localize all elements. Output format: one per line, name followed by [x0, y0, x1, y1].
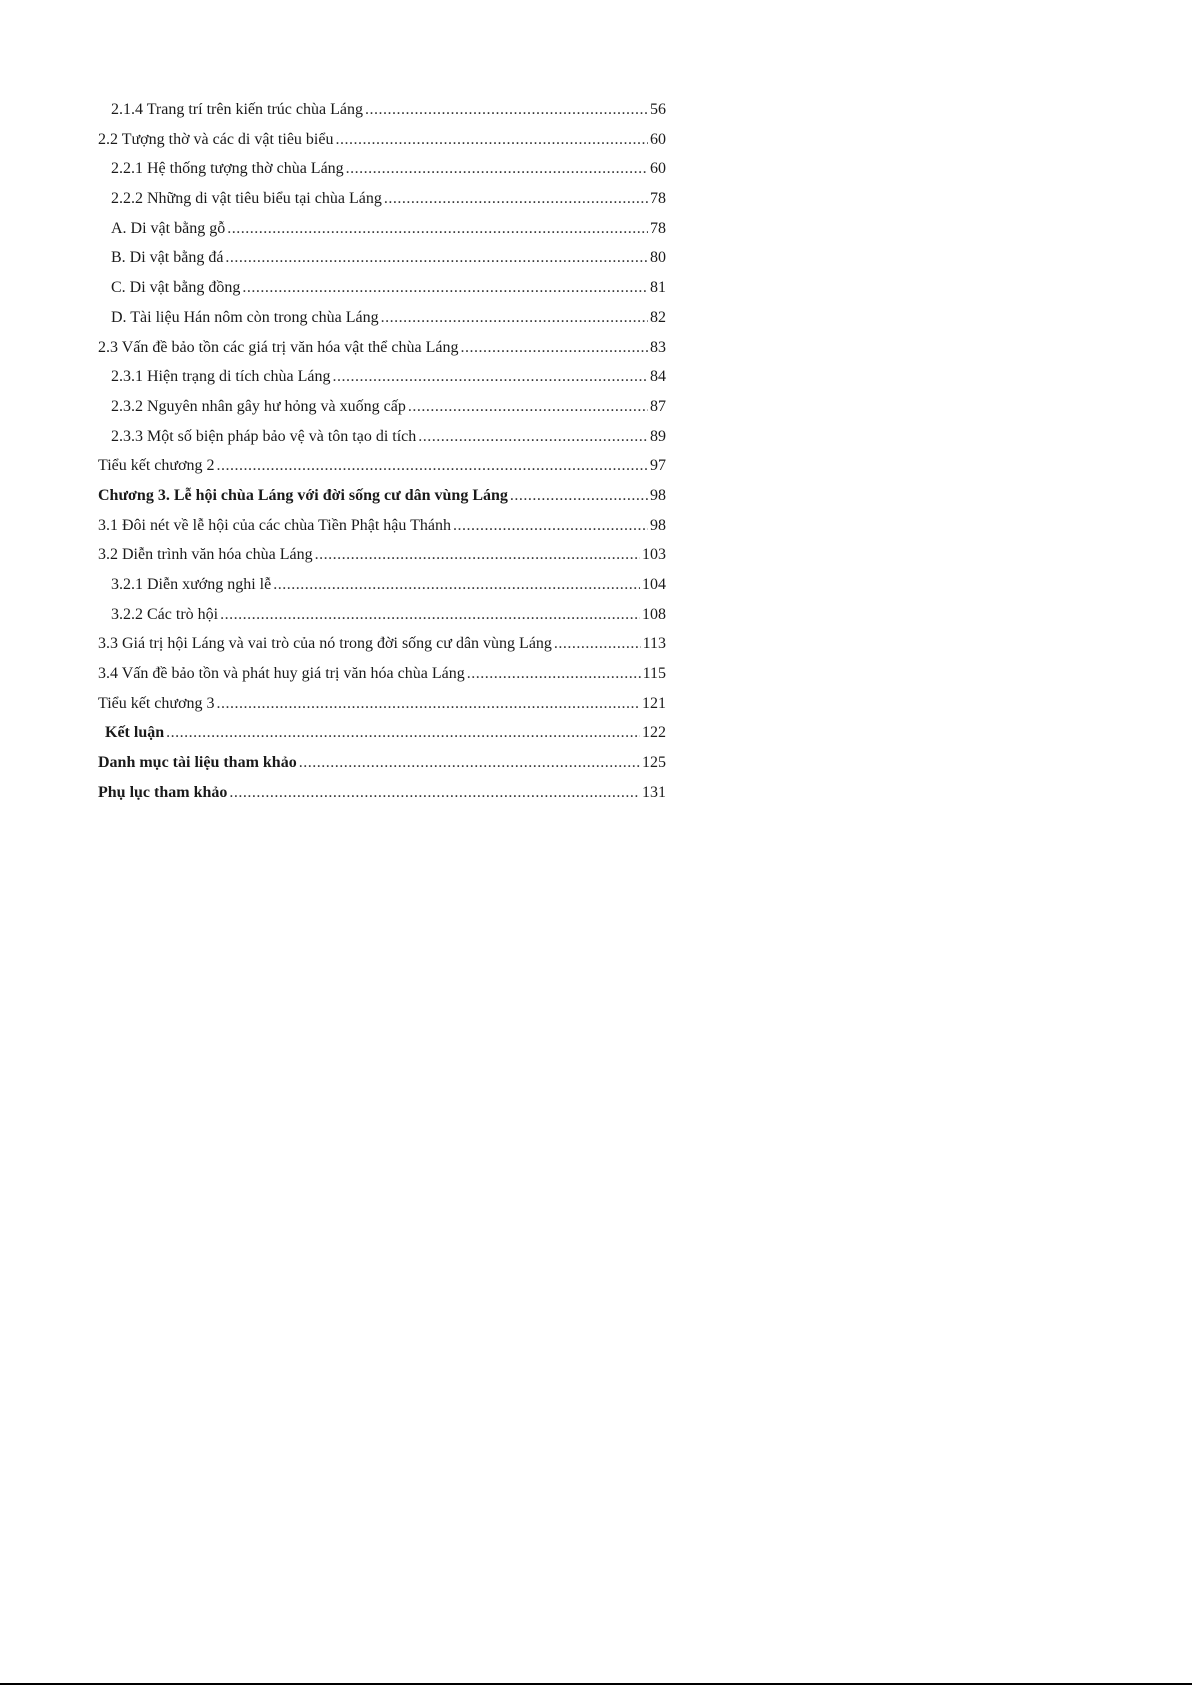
toc-entry-page: 80 — [650, 249, 666, 267]
toc-entry[interactable] — [98, 600, 666, 630]
dot-leader — [273, 570, 640, 600]
toc-entry[interactable] — [98, 184, 666, 214]
toc-entry-page: 122 — [642, 724, 666, 742]
toc-entry-page: 81 — [650, 279, 666, 297]
dot-leader — [408, 392, 648, 422]
toc-entry[interactable] — [98, 511, 666, 541]
toc-entry-title: Kết luận — [105, 724, 165, 742]
dot-leader — [227, 214, 648, 244]
toc-entry[interactable] — [98, 243, 666, 273]
dot-leader — [467, 659, 641, 689]
toc-entry-title: 3.3 Giá trị hội Láng và vai trò của nó trong đời sống cư dân vùng Láng — [98, 635, 552, 653]
toc-entry[interactable] — [98, 422, 666, 452]
dot-leader — [381, 303, 648, 333]
dot-leader — [365, 95, 648, 125]
dot-leader — [346, 154, 648, 184]
dot-leader — [166, 718, 640, 748]
toc-entry[interactable] — [98, 333, 666, 363]
toc-entry[interactable] — [98, 540, 666, 570]
toc-entry-page: 125 — [642, 754, 666, 772]
dot-leader — [453, 511, 648, 541]
toc-entry-page: 115 — [642, 665, 666, 683]
toc-entry-page: 60 — [650, 160, 666, 178]
toc-entry[interactable] — [98, 629, 666, 659]
toc-entry-page: 89 — [650, 427, 666, 445]
toc-entry-page: 103 — [642, 546, 666, 564]
toc-entry-title: 3.2 Diễn trình văn hóa chùa Láng — [98, 546, 313, 564]
toc-entry-title: Tiểu kết chương 3 — [98, 694, 215, 712]
dot-leader — [460, 333, 648, 363]
dot-leader — [220, 600, 640, 630]
toc-entry-title: D. Tài liệu Hán nôm còn trong chùa Láng — [111, 308, 379, 326]
dot-leader — [554, 629, 641, 659]
toc-entry-title: 3.2.1 Diễn xướng nghi lễ — [111, 576, 272, 593]
toc-entry[interactable] — [98, 570, 666, 600]
toc-entry-title: Chương 3. Lễ hội chùa Láng với đời sống cư dân vùng Láng — [98, 486, 508, 504]
toc-entry-title: 2.1.4 Trang trí trên kiến trúc chùa Láng — [111, 101, 363, 118]
toc-entry-chapter[interactable] — [98, 481, 666, 511]
toc-entry-conclusion[interactable] — [98, 718, 666, 748]
toc-entry-title: 3.1 Đôi nét về lễ hội của các chùa Tiền Phật hậu Thánh — [98, 516, 451, 534]
toc-entry-page: 78 — [650, 219, 666, 237]
toc-entry-title: Danh mục tài liệu tham khảo — [98, 754, 297, 772]
toc-entry-page: 84 — [650, 368, 666, 386]
dot-leader — [333, 362, 649, 392]
toc-entry-page: 60 — [650, 130, 666, 148]
toc-entry[interactable] — [98, 362, 666, 392]
table-of-contents — [98, 95, 666, 808]
toc-entry[interactable] — [98, 154, 666, 184]
toc-entry-title: 2.3.3 Một số biện pháp bảo vệ và tôn tạo di tích — [111, 427, 417, 445]
toc-entry-page: 83 — [650, 338, 666, 356]
toc-entry-page: 98 — [650, 516, 666, 534]
toc-entry-title: 2.2.2 Những di vật tiêu biểu tại chùa Láng — [111, 190, 382, 208]
toc-entry-page: 98 — [650, 486, 666, 504]
toc-entry-appendix[interactable] — [98, 778, 666, 808]
dot-leader — [242, 273, 648, 303]
toc-entry-page: 108 — [642, 605, 666, 623]
toc-entry[interactable] — [98, 95, 666, 125]
dot-leader — [384, 184, 648, 214]
dot-leader — [299, 748, 640, 778]
toc-entry[interactable] — [98, 659, 666, 689]
toc-entry-page: 78 — [650, 190, 666, 208]
dot-leader — [225, 243, 648, 273]
toc-entry-title: 3.2.2 Các trò hội — [111, 605, 219, 623]
toc-entry-page: 104 — [642, 576, 666, 593]
toc-entry[interactable] — [98, 392, 666, 422]
toc-entry-title: B. Di vật bằng đá — [111, 249, 224, 267]
toc-entry-page: 87 — [650, 397, 666, 415]
toc-entry-title: 2.3.1 Hiện trạng di tích chùa Láng — [111, 368, 331, 386]
toc-entry-title: Tiểu kết chương 2 — [98, 457, 215, 475]
toc-entry[interactable] — [98, 689, 666, 719]
toc-entry-page: 56 — [650, 101, 666, 118]
toc-entry-page: 131 — [642, 783, 666, 801]
dot-leader — [315, 540, 640, 570]
toc-entry-title: 2.3 Vấn đề bảo tồn các giá trị văn hóa vật thể chùa Láng — [98, 338, 459, 356]
toc-entry[interactable] — [98, 214, 666, 244]
toc-entry[interactable] — [98, 303, 666, 333]
dot-leader — [217, 451, 648, 481]
dot-leader — [217, 689, 640, 719]
dot-leader — [335, 125, 648, 155]
toc-entry-title: 3.4 Vấn đề bảo tồn và phát huy giá trị văn hóa chùa Láng — [98, 665, 465, 683]
dot-leader — [418, 422, 648, 452]
toc-entry-references[interactable] — [98, 748, 666, 778]
toc-entry[interactable] — [98, 451, 666, 481]
toc-entry-page: 82 — [650, 308, 666, 326]
dot-leader — [510, 481, 648, 511]
toc-entry[interactable] — [98, 125, 666, 155]
toc-entry[interactable] — [98, 273, 666, 303]
toc-entry-page: 97 — [650, 457, 666, 475]
toc-entry-title: 2.2.1 Hệ thống tượng thờ chùa Láng — [111, 160, 344, 178]
toc-entry-page: 113 — [642, 635, 666, 653]
toc-entry-page: 121 — [642, 694, 666, 712]
toc-entry-title: 2.3.2 Nguyên nhân gây hư hỏng và xuống cấp — [111, 397, 406, 415]
dot-leader — [229, 778, 640, 808]
toc-entry-title: Phụ lục tham khảo — [98, 783, 228, 801]
toc-entry-title: 2.2 Tượng thờ và các di vật tiêu biểu — [98, 130, 334, 148]
toc-entry-title: A. Di vật bằng gỗ — [111, 219, 226, 237]
toc-entry-title: C. Di vật bằng đồng — [111, 279, 241, 297]
